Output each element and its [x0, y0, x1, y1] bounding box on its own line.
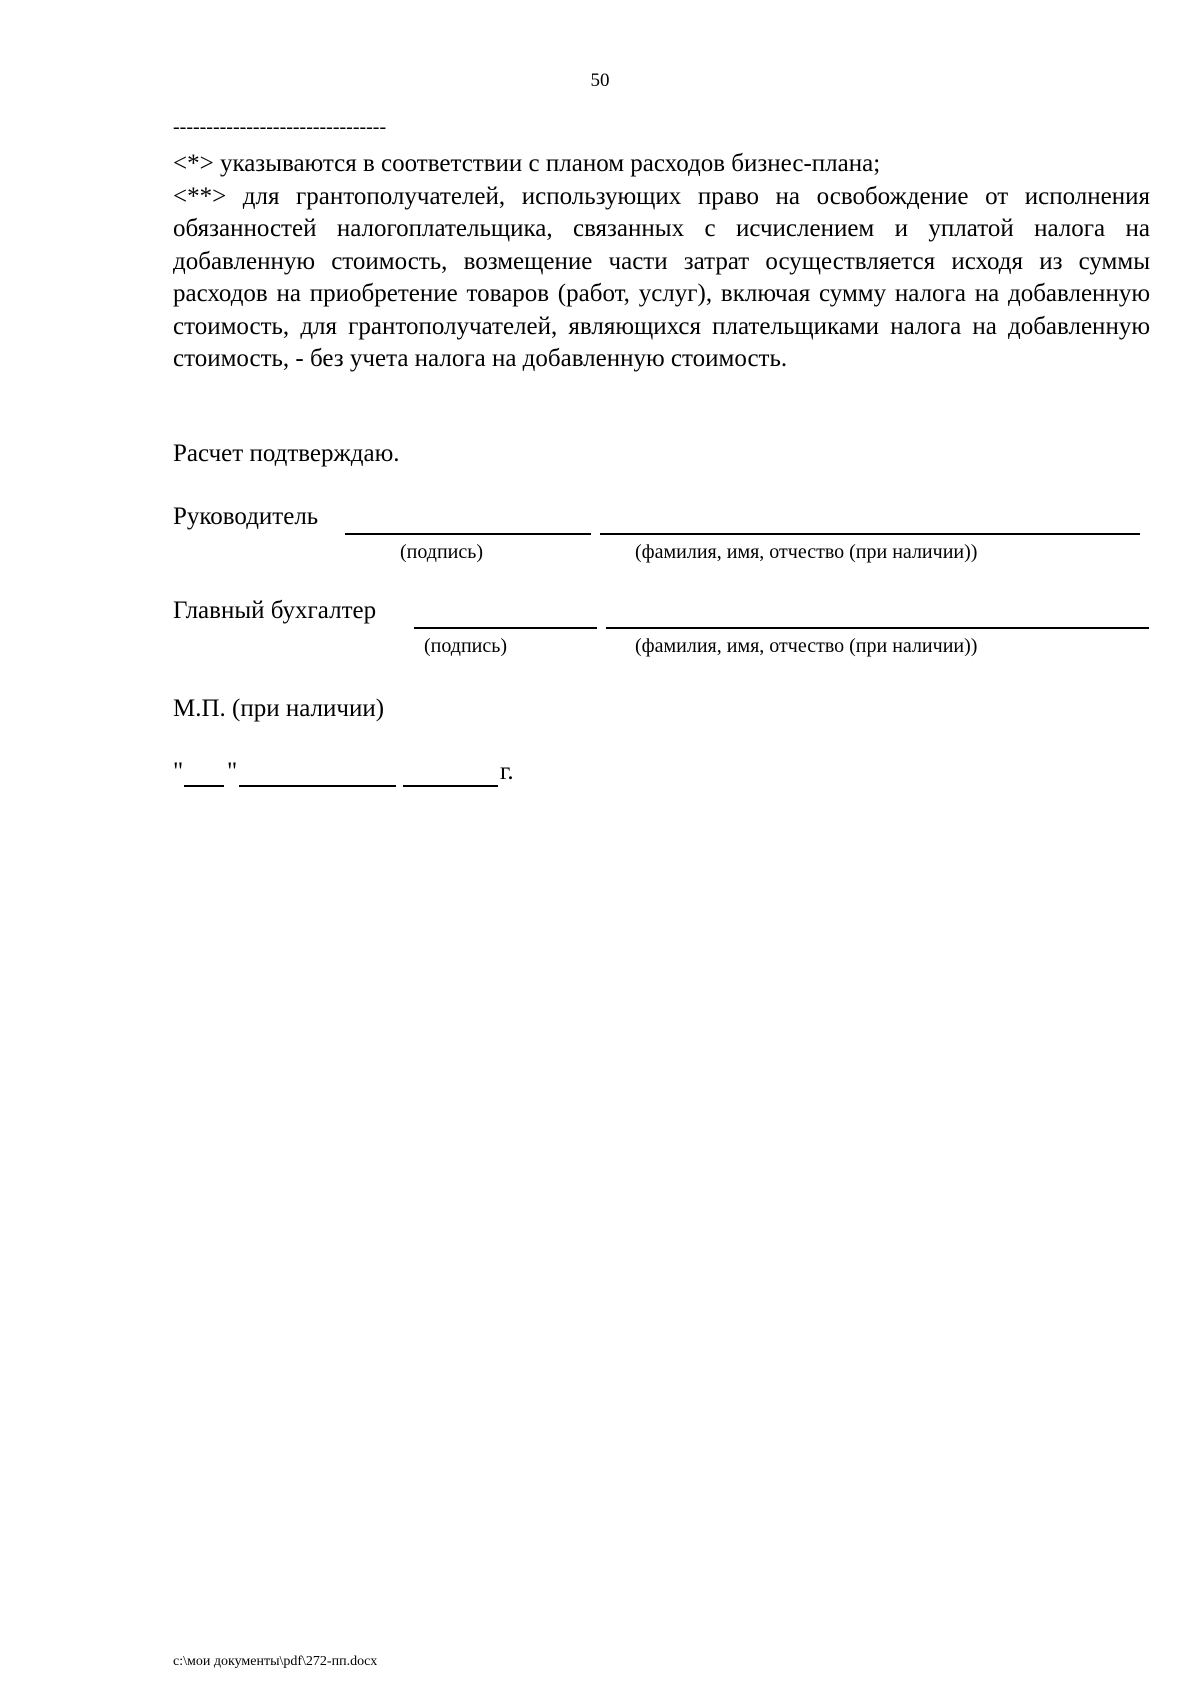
- date-row: [173, 758, 573, 792]
- date-year-line: [403, 785, 498, 787]
- accountant-name-caption: (фамилия, имя, отчество (при наличии)): [635, 635, 978, 657]
- accountant-signature-row: [173, 597, 1153, 657]
- date-day-line: [184, 785, 224, 787]
- footnotes-block: [173, 148, 1150, 376]
- footnote-separator: --------------------------------: [173, 116, 387, 138]
- accountant-name-line: [606, 627, 1149, 629]
- page-number: 50: [590, 70, 610, 91]
- date-year-suffix: г.: [500, 758, 514, 785]
- date-month-line: [239, 785, 396, 787]
- footnote-2: <**> для грантополучателей, использующих право на освобождение от исполнения обязанностей налогоплательщика, связанных с исчислением и уплатой налога на добавленную стоимость, возмещение части затрат осуществляется исходя из суммы расходов на приобретение товаров (работ, услуг), включая сумму налога на добавленную стоимость, для грантополучателей, являющихся плательщиками налога на добавленную стоимость, - без учета налога на добавленную стоимость.: [173, 182, 1150, 372]
- date-quote-close: ": [227, 758, 238, 785]
- accountant-signature-caption: (подпись): [424, 635, 508, 657]
- head-role-label: Руководитель: [173, 503, 319, 530]
- date-quote-open: ": [173, 758, 184, 785]
- accountant-signature-line: [414, 627, 597, 629]
- head-signature-caption: (подпись): [400, 541, 484, 563]
- footer-file-path: c:\мои документы\pdf\272-пп.docx: [173, 1654, 378, 1669]
- head-signature-line: [345, 533, 591, 535]
- head-signature-row: [173, 503, 1153, 563]
- footnote-1: <*> указываются в соответствии с планом расходов бизнес-плана;: [173, 150, 881, 177]
- seal-text: М.П. (при наличии): [173, 695, 385, 722]
- accountant-role-label: Главный бухгалтер: [173, 597, 377, 624]
- confirmation-text: Расчет подтверждаю.: [173, 440, 400, 467]
- head-name-caption: (фамилия, имя, отчество (при наличии)): [635, 541, 978, 563]
- head-name-line: [600, 533, 1140, 535]
